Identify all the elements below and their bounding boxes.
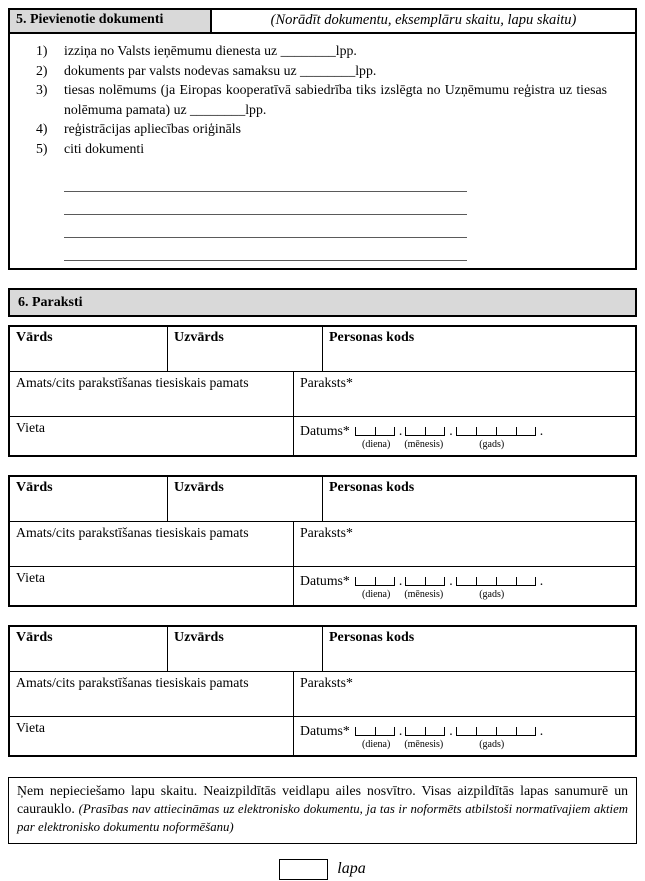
item-text: tiesas nolēmums (ja Eiropas kooperatīvā sabiedrība tiks izslēgta no Uzņēmumu reģistra uz tiesas nolēmuma pamata) uz ________lpp. xyxy=(64,82,607,117)
item-text: dokuments par valsts nodevas samaksu uz ________lpp. xyxy=(64,62,377,78)
menesis-label: (mēnesis) xyxy=(404,739,444,750)
place-date-row xyxy=(10,567,635,605)
signature-table-2 xyxy=(8,475,637,607)
personas-kods-header: Personas kods xyxy=(329,480,415,495)
item-number: 1) xyxy=(36,43,48,58)
vieta-label: Vieta xyxy=(10,717,294,755)
document-list-item-5 xyxy=(10,139,635,159)
date-sublabels xyxy=(300,439,629,451)
document-list-item-3 xyxy=(10,80,635,119)
gads-label: (gads) xyxy=(479,439,505,450)
amats-label: Amats/cits parakstīšanas tiesiskais pamats xyxy=(10,522,294,566)
date-boxes: Datums* . . . xyxy=(300,723,544,738)
menesis-label: (mēnesis) xyxy=(404,439,444,450)
amats-label: Amats/cits parakstīšanas tiesiskais pamats xyxy=(10,672,294,716)
uzvards-header: Uzvārds xyxy=(168,327,323,371)
date-boxes: Datums* . . . xyxy=(300,423,544,438)
blank-write-line xyxy=(64,215,467,238)
diena-label: (diena) xyxy=(362,739,391,750)
vards-header: Vārds xyxy=(10,627,168,671)
datums-field xyxy=(294,417,635,455)
month-boxes xyxy=(405,727,445,736)
blank-write-line xyxy=(64,169,467,192)
paraksts-label: Paraksts* xyxy=(300,375,353,390)
footer-note-text: Ņem nepieciešamo lapu skaitu. Neaizpildītās veidlapu ailes nosvītro. Visas aizpildītās lapas sanumurē un caurauklo. xyxy=(17,783,628,816)
vieta-label: Vieta xyxy=(10,417,294,455)
month-boxes xyxy=(405,427,445,436)
day-boxes xyxy=(355,727,395,736)
signature-table-3 xyxy=(8,625,637,757)
datums-field xyxy=(294,717,635,755)
menesis-label: (mēnesis) xyxy=(404,589,444,600)
personas-kods-header: Personas kods xyxy=(329,330,415,345)
diena-label: (diena) xyxy=(362,439,391,450)
uzvards-header: Uzvārds xyxy=(168,477,323,521)
document-list-item-4 xyxy=(10,119,635,139)
name-row xyxy=(10,627,635,672)
position-signature-row xyxy=(10,372,635,417)
place-date-row xyxy=(10,417,635,455)
document-list-item-2 xyxy=(10,61,635,81)
vards-header: Vārds xyxy=(10,327,168,371)
gads-label: (gads) xyxy=(479,589,505,600)
item-text: citi dokumenti xyxy=(64,140,145,156)
paraksts-label: Paraksts* xyxy=(300,675,353,690)
page-number-box xyxy=(279,859,328,880)
document-list-item-1 xyxy=(10,41,635,61)
footer-note-italic-text: (Prasības nav attiecināmas uz elektronisko dokumentu, ja tas ir noformēts atbilstoši normatīvajiem aktiem par elektronisko dokumentu noformēšanu) xyxy=(17,801,628,834)
signature-table-1 xyxy=(8,325,637,457)
name-row xyxy=(10,477,635,522)
section5-hint: (Norādīt dokumentu, eksemplāru skaitu, lapu skaitu) xyxy=(270,12,577,28)
date-sublabels xyxy=(300,589,629,601)
item-number: 5) xyxy=(36,140,48,156)
datums-field xyxy=(294,567,635,605)
personas-kods-header: Personas kods xyxy=(329,630,415,645)
section6-header: 6. Paraksti xyxy=(8,288,637,317)
vieta-label: Vieta xyxy=(10,567,294,605)
item-number: 4) xyxy=(36,121,48,136)
gads-label: (gads) xyxy=(479,739,505,750)
item-number: 3) xyxy=(36,82,48,97)
date-sublabels xyxy=(300,739,629,751)
section5-body xyxy=(8,34,637,270)
day-boxes xyxy=(355,577,395,586)
section5-title: 5. Pievienotie dokumenti xyxy=(10,10,212,32)
item-text: reģistrācijas apliecības oriģināls xyxy=(64,121,241,136)
page-number-label: lapa xyxy=(337,860,366,877)
item-text: izziņa no Valsts ieņēmumu dienesta uz ________lpp. xyxy=(64,43,357,58)
section5-header xyxy=(8,8,637,34)
month-boxes xyxy=(405,577,445,586)
day-boxes xyxy=(355,427,395,436)
item-number: 2) xyxy=(36,62,48,78)
other-documents-write-in-area xyxy=(10,169,635,261)
date-boxes: Datums* . . . xyxy=(300,573,544,588)
name-row xyxy=(10,327,635,372)
footer-note xyxy=(8,777,637,844)
datums-label: Datums* xyxy=(300,573,350,588)
datums-label: Datums* xyxy=(300,423,350,438)
place-date-row xyxy=(10,717,635,755)
year-boxes xyxy=(456,577,536,586)
diena-label: (diena) xyxy=(362,589,391,600)
year-boxes xyxy=(456,727,536,736)
vards-header: Vārds xyxy=(10,477,168,521)
position-signature-row xyxy=(10,522,635,567)
datums-label: Datums* xyxy=(300,723,350,738)
position-signature-row xyxy=(10,672,635,717)
page-number-row xyxy=(8,859,637,880)
blank-write-line xyxy=(64,192,467,215)
paraksts-label: Paraksts* xyxy=(300,525,353,540)
year-boxes xyxy=(456,427,536,436)
uzvards-header: Uzvārds xyxy=(168,627,323,671)
blank-write-line xyxy=(64,238,467,261)
amats-label: Amats/cits parakstīšanas tiesiskais pamats xyxy=(10,372,294,416)
